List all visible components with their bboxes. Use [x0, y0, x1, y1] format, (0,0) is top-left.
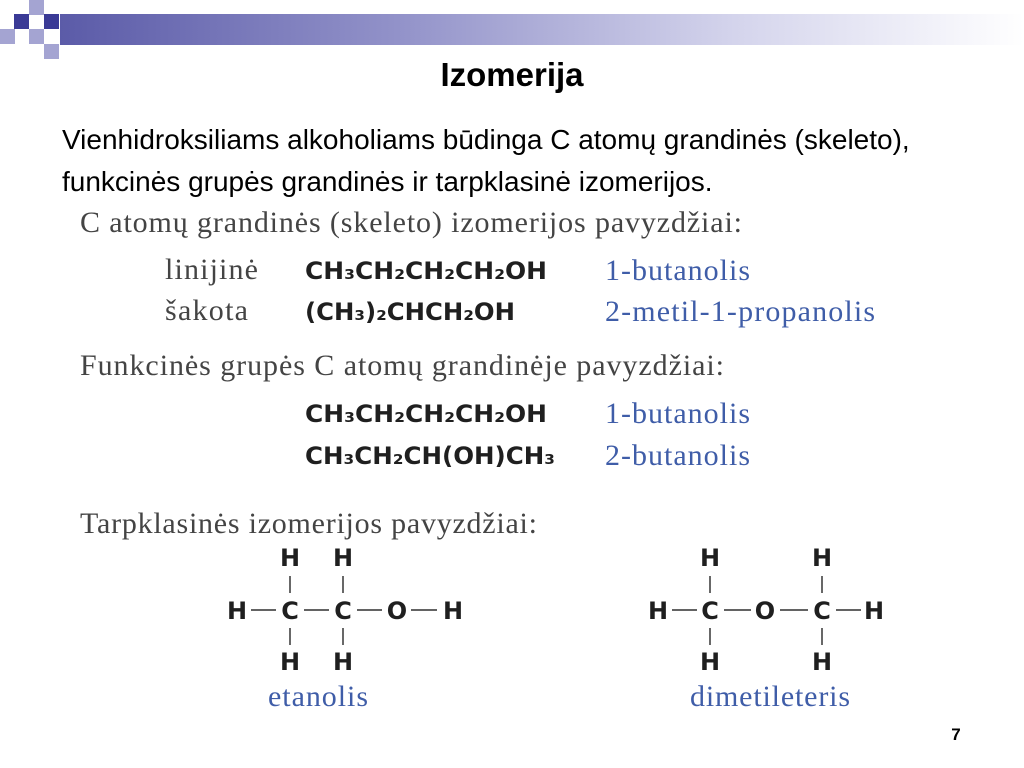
section-heading: Funkcinės grupės C atomų grandinėje pavyzdžiai:: [80, 349, 724, 382]
compound-name: dimetileteris: [690, 680, 850, 713]
atom-label: H: [226, 597, 248, 625]
condensed-formula: (CH₃)₂CHCH₂OH: [305, 298, 515, 326]
atom-label: H: [863, 597, 885, 625]
structural-formula-dimethyl-ether: [648, 544, 884, 713]
condensed-formula: CH₃CH₂CH(OH)CH₃: [305, 442, 555, 470]
skeleton-section: [80, 206, 875, 328]
chain-type-label: šakota: [165, 294, 248, 327]
atom-label: H: [699, 648, 721, 676]
compound-name: 1-butanolis: [605, 254, 750, 287]
slide-title: Izomerija: [440, 56, 584, 93]
atom-label: H: [811, 544, 833, 572]
atom-label: H: [811, 648, 833, 676]
atom-label: C: [334, 597, 352, 625]
atom-label: C: [281, 597, 299, 625]
compound-name: 2-metil-1-propanolis: [605, 295, 875, 328]
functional-section: [80, 349, 750, 472]
compound-name: 1-butanolis: [605, 397, 750, 430]
interclass-section: [80, 507, 884, 713]
atom-label: H: [442, 597, 464, 625]
section-heading: Tarpklasinės izomerijos pavyzdžiai:: [80, 507, 537, 540]
atom-label: O: [754, 597, 776, 625]
condensed-formula: CH₃CH₂CH₂CH₂OH: [305, 257, 547, 285]
body-line: Vienhidroksiliams alkoholiams būdinga C atomų grandinės (skeleto),: [62, 124, 910, 155]
atom-label: C: [701, 597, 719, 625]
atom-label: H: [332, 544, 354, 572]
compound-name: 2-butanolis: [605, 439, 750, 472]
atom-label: H: [279, 648, 301, 676]
atom-label: H: [647, 597, 669, 625]
atom-label: H: [699, 544, 721, 572]
atom-label: C: [813, 597, 831, 625]
compound-name: etanolis: [268, 680, 368, 713]
chain-type-label: linijinė: [165, 253, 258, 286]
atom-label: H: [332, 648, 354, 676]
body-line: funkcinės grupės grandinės ir tarpklasinė izomerijos.: [62, 166, 713, 197]
condensed-formula: CH₃CH₂CH₂CH₂OH: [305, 400, 547, 428]
atom-label: H: [279, 544, 301, 572]
section-heading: C atomų grandinės (skeleto) izomerijos pavyzdžiai:: [80, 206, 742, 239]
structural-formula-ethanol: [227, 544, 463, 713]
atom-label: O: [386, 597, 408, 625]
page-number: 7: [951, 725, 961, 744]
